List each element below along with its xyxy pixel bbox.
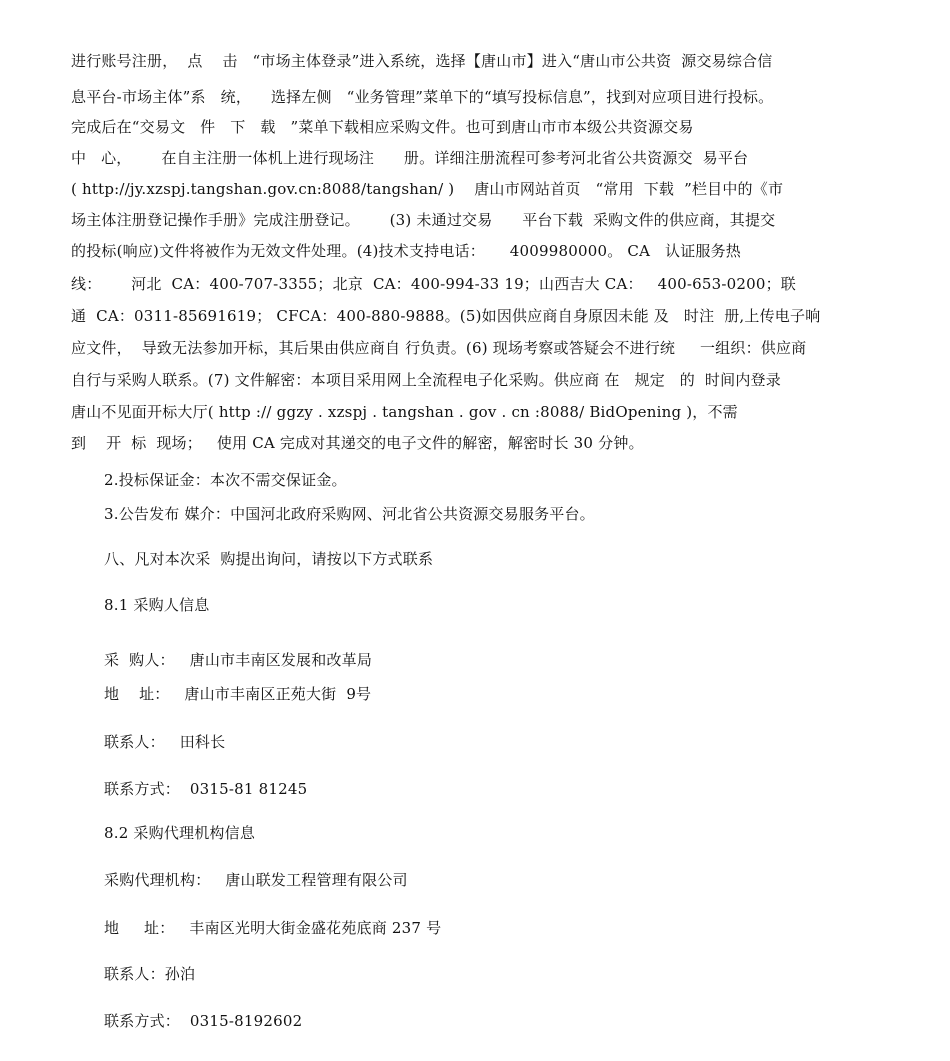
agency-contact-person: 联系人：孙泊 [104, 965, 196, 983]
purchaser-name: 采 购人： 唐山市丰南区发展和改革局 [104, 651, 373, 669]
paragraph-line-13: 到 开 标 现场； 使用 CA 完成对其递交的电子文件的解密，解密时长 30 分钟。 [71, 434, 644, 452]
paragraph-line-6: 场主体注册登记操作手册》完成注册登记。 (3) 未通过交易 平台下载 采购文件的供应商，其提交 [71, 211, 776, 229]
paragraph-line-5: ( http://jy.xzspj.tangshan.gov.cn:8088/tangshan/ ) 唐山市网站首页 “常用 下载 ”栏目中的《市 [71, 180, 784, 198]
agency-address: 地 址： 丰南区光明大街金盛花苑底商 237 号 [104, 919, 442, 937]
agency-info-heading: 8.2 采购代理机构信息 [104, 824, 256, 842]
paragraph-line-3: 完成后在“交易文 件 下 载 ”菜单下载相应采购文件。也可到唐山市市本级公共资源交易 [71, 118, 694, 136]
bid-bond-text: 2.投标保证金：本次不需交保证金。 [104, 471, 347, 489]
agency-name: 采购代理机构： 唐山联发工程管理有限公司 [104, 871, 408, 889]
paragraph-line-11: 自行与采购人联系。(7) 文件解密：本项目采用网上全流程电子化采购。供应商 在 规定 的 时间内登录 [71, 371, 781, 389]
announcement-media-text: 3.公告发布 媒介：中国河北政府采购网、河北省公共资源交易服务平台。 [104, 505, 595, 523]
paragraph-line-10: 应文件， 导致无法参加开标，其后果由供应商自 行负责。(6) 现场考察或答疑会不进行统 一组织：供应商 [71, 339, 807, 357]
paragraph-line-12: 唐山不见面开标大厅( http :// ggzy . xzspj . tangshan . gov . cn :8088/ BidOpening )，不需 [71, 403, 738, 421]
purchaser-address: 地 址： 唐山市丰南区正苑大街 9号 [104, 685, 372, 703]
paragraph-line-8: 线： 河北 CA：400-707-3355；北京 CA：400-994-33 19；山西吉大 CA： 400-653-0200；联 [71, 275, 796, 293]
contact-section-heading: 八、凡对本次采 购提出询问，请按以下方式联系 [104, 550, 434, 568]
purchaser-info-heading: 8.1 采购人信息 [104, 596, 210, 614]
agency-phone: 联系方式： 0315-8192602 [104, 1012, 303, 1030]
paragraph-line-1: 进行账号注册， 点 击 “市场主体登录”进入系统，选择【唐山市】进入“唐山市公共资 源交易综合信 [71, 52, 773, 70]
paragraph-line-7: 的投标(响应)文件将被作为无效文件处理。(4)技术支持电话： 4009980000。 CA 认证服务热 [71, 242, 742, 260]
paragraph-line-9: 通 CA：0311-85691619； CFCA：400-880-9888。(5)如因供应商自身原因未能 及 时注 册,上传电子响 [71, 307, 821, 325]
purchaser-phone: 联系方式： 0315-81 81245 [104, 780, 308, 798]
purchaser-contact-person: 联系人： 田科长 [104, 733, 226, 751]
paragraph-line-2: 息平台-市场主体”系 统， 选择左侧 “业务管理”菜单下的“填写投标信息”，找到对应项目进行投标。 [71, 88, 774, 106]
paragraph-line-4: 中 心， 在自主注册一体机上进行现场注 册。详细注册流程可参考河北省公共资源交 易平台 [71, 149, 749, 167]
